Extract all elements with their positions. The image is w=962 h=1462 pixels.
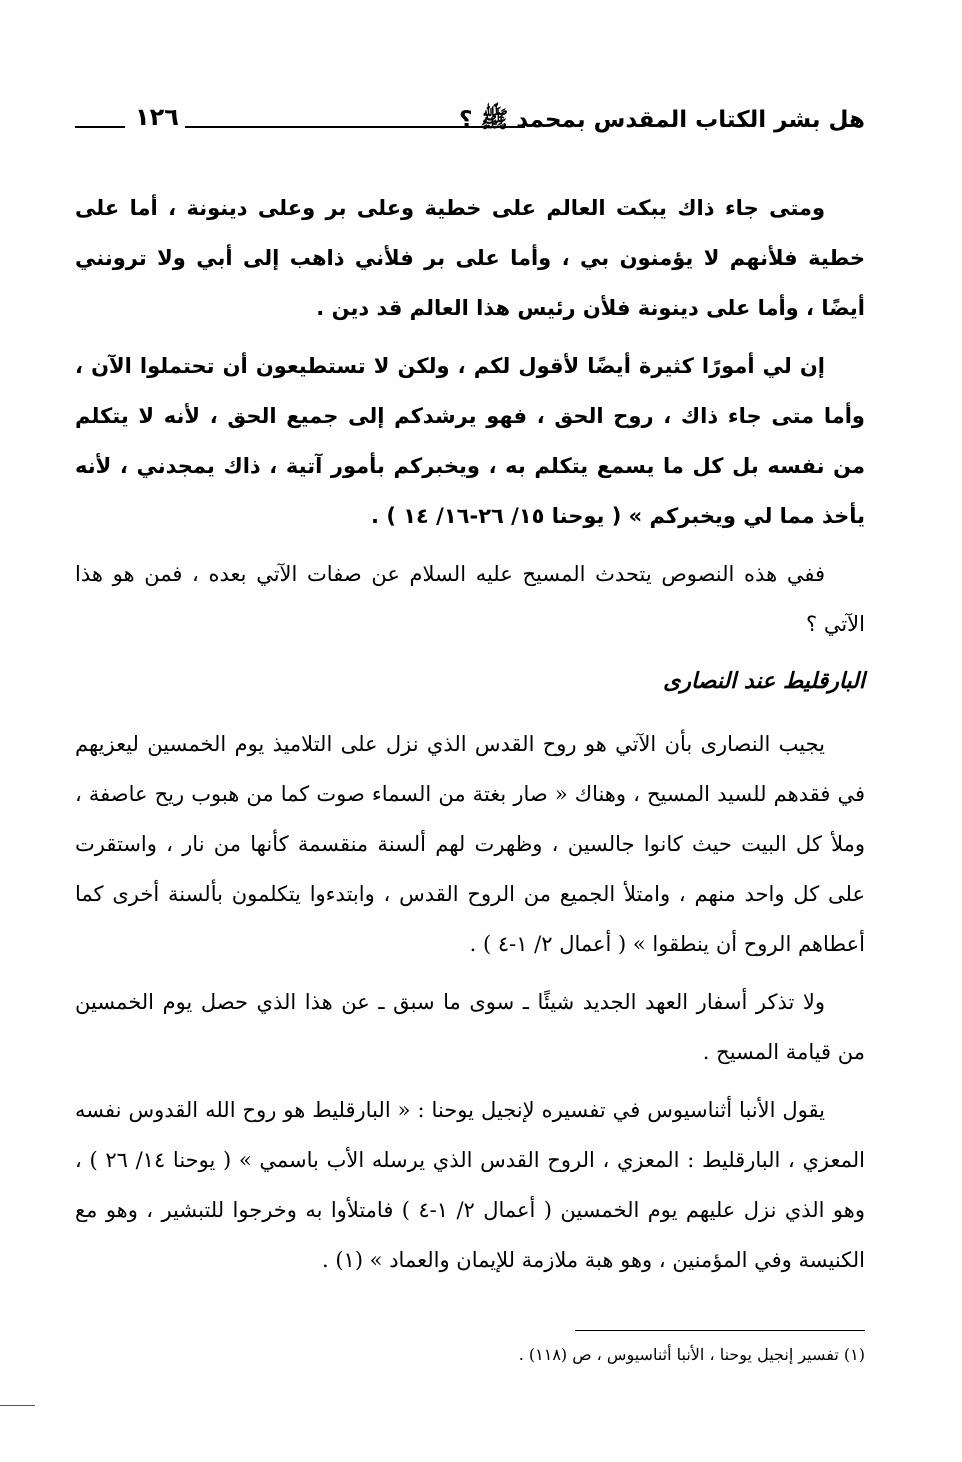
paragraph: ولا تذكر أسفار العهد الجديد شيئًا ـ سوى ما سبق ـ عن هذا الذي حصل يوم الخمسين من قيامة المسيح . <box>75 990 865 1064</box>
footnote-rule <box>575 1330 865 1331</box>
header-rule <box>185 126 525 128</box>
header-title: هل بشر الكتاب المقدس بمحمد ﷺ ؟ <box>459 107 865 133</box>
paragraph: ففي هذه النصوص يتحدث المسيح عليه السلام عن صفات الآتي بعده ، فمن هو هذا الآتي ؟ <box>75 562 865 636</box>
body-text <box>75 183 865 1293</box>
page-number: ١٢٦ <box>135 103 179 131</box>
header-rule-short <box>75 126 125 128</box>
paragraph: يقول الأنبا أثناسيوس في تفسيره لإنجيل يوحنا : « البارقليط هو روح الله القدوس نفسه المعزي ، البارقليط : المعزي ، الروح القدس الذي يرسله الأب باسمي » ( يوحنا ١٤/ ٢٦ ) ، وهو الذي نزل عليهم يوم الخمسين ( أعمال ٢/ ١-٤ ) فامتلأوا به وخرجوا للتبشير ، وهو مع الكنيسة وفي المؤمنين ، وهو هبة ملازمة للإيمان والعماد » (١) . <box>75 1098 865 1272</box>
running-header <box>75 95 865 145</box>
paragraph: يجيب النصارى بأن الآتي هو روح القدس الذي نزل على التلاميذ يوم الخمسين ليعزيهم في فقدهم للسيد المسيح ، وهناك « صار بغتة من السماء صوت كما من هبوب ريح عاصفة ، وملأ كل البيت حيث كانوا جالسين ، وظهرت لهم ألسنة منقسمة كأنها من نار ، واستقرت على كل واحد منهم ، وامتلأ الجميع من الروح القدس ، وابتدءوا يتكلمون بألسنة أخرى كما أعطاهم الروح أن ينطقوا » ( أعمال ٢/ ١-٤ ) . <box>75 732 865 956</box>
scan-edge-mark <box>0 1405 35 1406</box>
book-page <box>75 95 865 1364</box>
footnote: (١) تفسير إنجيل يوحنا ، الأنبا أثناسيوس ، ص (١١٨) . <box>518 1345 865 1364</box>
paragraph: إن لي أمورًا كثيرة أيضًا لأقول لكم ، ولكن لا تستطيعون أن تحتملوا الآن ، وأما متى جاء ذاك ، روح الحق ، فهو يرشدكم إلى جميع الحق ، لأنه لا يتكلم من نفسه بل كل ما يسمع يتكلم به ، ويخبركم بأمور آتية ، ذاك يمجدني ، لأنه يأخذ مما لي ويخبركم » ( يوحنا ١٥/ ٢٦-١٦/ ١٤ ) . <box>75 354 865 528</box>
section-heading: البارقليط عند النصارى <box>663 669 865 694</box>
paragraph: ومتى جاء ذاك يبكت العالم على خطية وعلى بر وعلى دينونة ، أما على خطية فلأنهم لا يؤمنون بي ، وأما على بر فلأني ذاهب إلى أبي ولا ترونني أيضًا ، وأما على دينونة فلأن رئيس هذا العالم قد دين . <box>75 196 865 320</box>
